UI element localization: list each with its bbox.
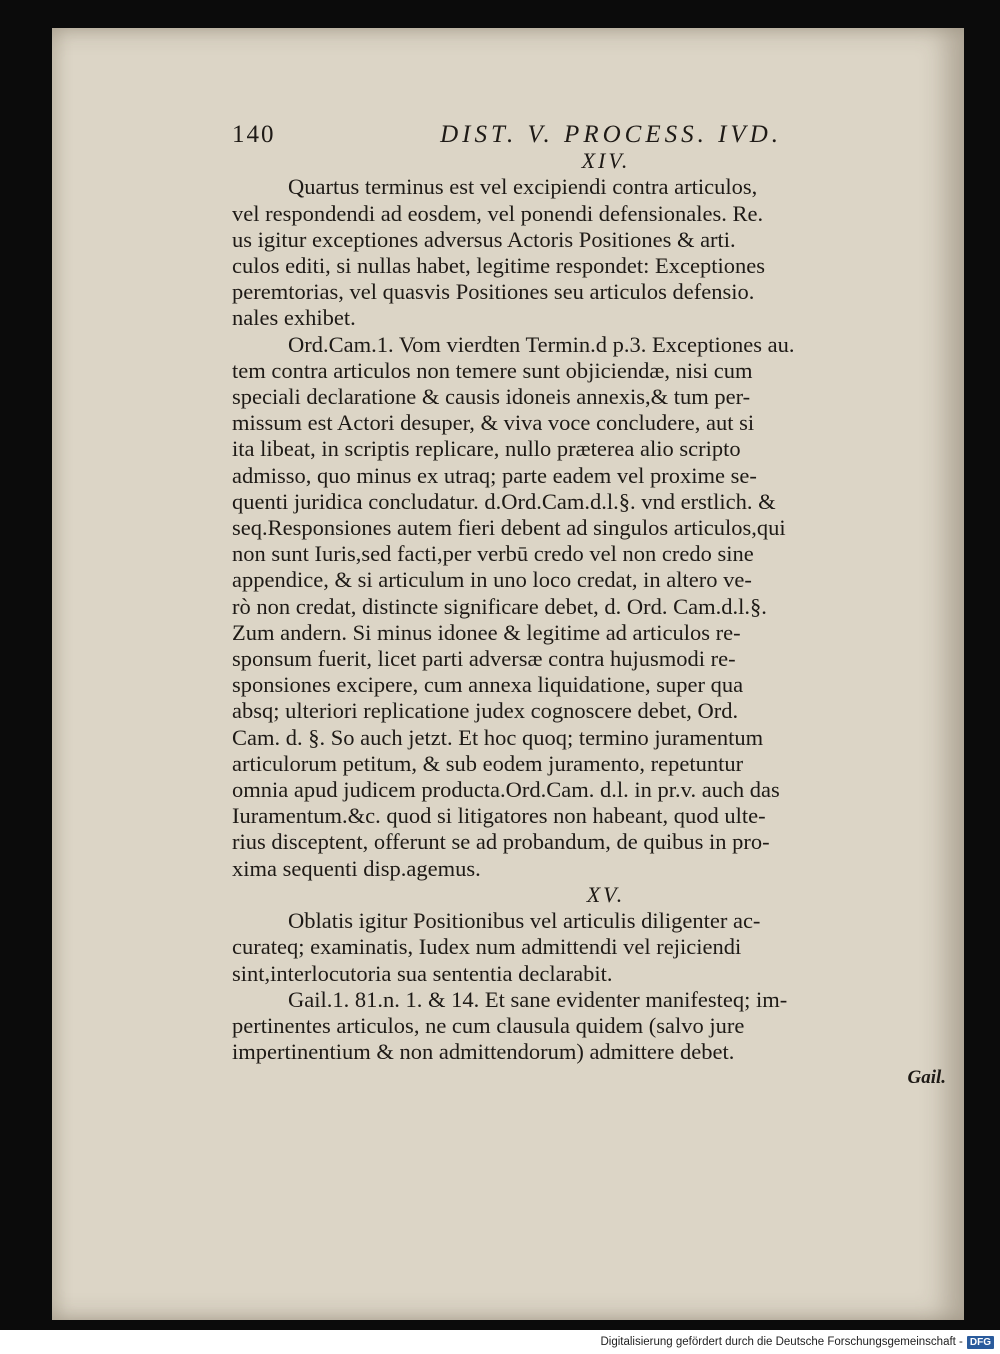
running-head [232,122,950,148]
text-line: vel respondendi ad eosdem, vel ponendi defensionales. Re. [232,200,764,226]
page-text [232,122,950,1092]
text-line: us igitur exceptiones adversus Actoris Positiones & arti. [232,226,736,252]
text-line: appendice, & si articulum in uno loco credat, in altero ve- [232,567,752,593]
text-line: Quartus terminus est vel excipiendi contra articulos, [288,174,758,200]
text-line: sponsiones excipere, cum annexa liquidatione, super qua [232,672,744,698]
text-line: Zum andern. Si minus idonee & legitime ad articulos re- [232,619,741,645]
text-line: rius disceptent, offerunt se ad probandum, de quibus in pro- [232,829,770,855]
text-line: non sunt Iuris,sed facti,per verbū credo vel non credo sine [232,541,754,567]
text-line: rò non credat, distincte significare debet, d. Ord. Cam.d.l.§. [232,593,767,619]
text-line: nales exhibet. [232,305,356,331]
text-line: speciali declaratione & causis idoneis annexis,& tum per- [232,384,751,410]
dfg-logo: DFG [967,1336,994,1349]
text-line: quenti juridica concludatur. d.Ord.Cam.d.l.§. vnd erstlich. & [232,488,776,514]
text-line: tem contra articulos non temere sunt objiciendæ, nisi cum [232,357,753,383]
paragraph-xv-1 [232,908,950,987]
text-line: impertinentium & non admittendorum) admittere debet. [232,1039,735,1065]
text-line: Gail.1. 81.n. 1. & 14. Et sane evidenter manifesteq; im- [288,986,788,1012]
text-line: missum est Actori desuper, & viva voce concludere, aut si [232,410,755,436]
text-line: curateq; examinatis, Iudex num admittendi vel rejiciendi [232,934,742,960]
text-line: absq; ulteriori replicatione judex cognoscere debet, Ord. [232,698,739,724]
paragraph-xv-2 [232,987,950,1066]
text-line: xima sequenti disp.agemus. [232,855,481,881]
text-line: sponsum fuerit, licet parti adversæ contra hujusmodi re- [232,646,736,672]
running-title: DIST. V. PROCESS. IVD. [440,121,782,148]
text-line: Cam. d. §. So auch jetzt. Et hoc quoq; termino juramentum [232,724,764,750]
text-line: pertinentes articulos, ne cum clausula quidem (salvo jure [232,1012,745,1038]
page-number: 140 [232,121,276,148]
text-line: ita libeat, in scriptis replicare, nullo præterea alio scripto [232,436,741,462]
text-line: articulorum petitum, & sub eodem juramento, repetuntur [232,750,744,776]
paragraph-xiv-1 [232,174,950,331]
text-line: Ord.Cam.1. Vom vierdten Termin.d p.3. Exceptiones au. [288,331,795,357]
text-line: admisso, quo minus ex utraq; parte eadem vel proxime se- [232,462,757,488]
digitization-footer [0,1330,1000,1354]
text-line: seq.Responsiones autem fieri debent ad singulos articulos,qui [232,515,786,541]
section-number-xv: XV. [586,881,626,907]
text-line: culos editi, si nullas habet, legitime respondet: Exceptiones [232,253,766,279]
text-line: Oblatis igitur Positionibus vel articulis diligenter ac- [288,908,761,934]
text-line: Iuramentum.&c. quod si litigatores non habeant, quod ulte- [232,803,766,829]
text-line: sint,interlocutoria sua sententia declarabit. [232,960,613,986]
funding-credit: Digitalisierung gefördert durch die Deutsche Forschungsgemeinschaft - [600,1336,963,1348]
text-line: omnia apud judicem producta.Ord.Cam. d.l. in pr.v. auch das [232,777,780,803]
catchword: Gail. [907,1067,946,1089]
section-number-xiv: XIV. [581,148,631,174]
paragraph-xiv-2 [232,332,950,882]
text-line: peremtorias, vel quasvis Positiones seu articulos defensio. [232,279,755,305]
